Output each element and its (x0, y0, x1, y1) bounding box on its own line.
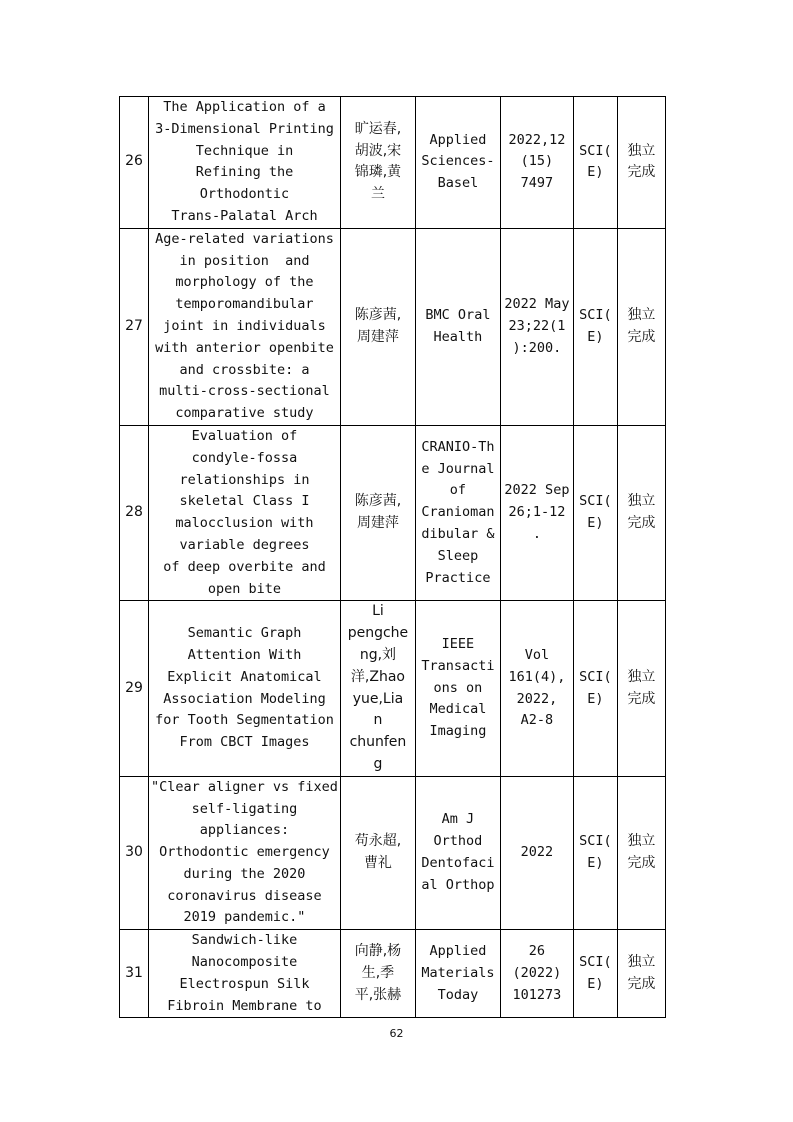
row-number: 30 (120, 776, 149, 930)
completion-note: 独立 完成 (617, 425, 665, 600)
table-row (120, 601, 666, 776)
completion-note: 独立 完成 (617, 601, 665, 776)
volume-info: 2022 Sep 26;1-12 . (500, 425, 573, 600)
completion-note: 独立 完成 (617, 97, 665, 229)
volume-info: 26 (2022) 101273 (500, 930, 573, 1018)
authors: 苟永超, 曹礼 (340, 776, 415, 930)
row-number: 26 (120, 97, 149, 229)
journal: BMC Oral Health (415, 228, 500, 425)
row-number: 29 (120, 601, 149, 776)
index-type: SCI( E) (573, 97, 617, 229)
journal: Applied Materials Today (415, 930, 500, 1018)
paper-title: "Clear aligner vs fixed self-ligating appliances: Orthodontic emergency during the 2020 coronavirus disease 2019 pandemic." (149, 776, 341, 930)
paper-title: Evaluation of condyle-fossa relationships in skeletal Class I malocclusion with variable degrees of deep overbite and open bite (149, 425, 341, 600)
table-row (120, 776, 666, 930)
authors: 陈彦茜, 周建萍 (340, 228, 415, 425)
paper-title: The Application of a 3-Dimensional Printing Technique in Refining the Orthodontic Trans-Palatal Arch (149, 97, 341, 229)
completion-note: 独立 完成 (617, 776, 665, 930)
index-type: SCI( E) (573, 776, 617, 930)
index-type: SCI( E) (573, 228, 617, 425)
journal: CRANIO-Th e Journal of Cranioman dibular & Sleep Practice (415, 425, 500, 600)
volume-info: 2022 May 23;22(1 ):200. (500, 228, 573, 425)
volume-info: 2022,12 (15) 7497 (500, 97, 573, 229)
row-number: 31 (120, 930, 149, 1018)
completion-note: 独立 完成 (617, 930, 665, 1018)
journal: Applied Sciences- Basel (415, 97, 500, 229)
table-row (120, 425, 666, 600)
table-row (120, 97, 666, 229)
journal: Am J Orthod Dentofaci al Orthop (415, 776, 500, 930)
publications-table (119, 96, 666, 1018)
completion-note: 独立 完成 (617, 228, 665, 425)
authors: Li pengche ng,刘 洋,Zhao yue,Lia n chunfen g (340, 601, 415, 776)
page-number: 62 (389, 1027, 404, 1040)
table-row (120, 930, 666, 1018)
index-type: SCI( E) (573, 601, 617, 776)
journal: IEEE Transacti ons on Medical Imaging (415, 601, 500, 776)
paper-title: Sandwich-like Nanocomposite Electrospun Silk Fibroin Membrane to (149, 930, 341, 1018)
volume-info: 2022 (500, 776, 573, 930)
paper-title: Age-related variations in position and morphology of the temporomandibular joint in individuals with anterior openbite and crossbite: a multi-cross-sectional comparative study (149, 228, 341, 425)
row-number: 27 (120, 228, 149, 425)
index-type: SCI( E) (573, 930, 617, 1018)
index-type: SCI( E) (573, 425, 617, 600)
row-number: 28 (120, 425, 149, 600)
authors: 陈彦茜, 周建萍 (340, 425, 415, 600)
authors: 旷运春, 胡波,宋 锦璘,黄 兰 (340, 97, 415, 229)
paper-title: Semantic Graph Attention With Explicit Anatomical Association Modeling for Tooth Segmentation From CBCT Images (149, 601, 341, 776)
volume-info: Vol 161(4), 2022, A2-8 (500, 601, 573, 776)
authors: 向静,杨 生,季 平,张赫 (340, 930, 415, 1018)
table-row (120, 228, 666, 425)
